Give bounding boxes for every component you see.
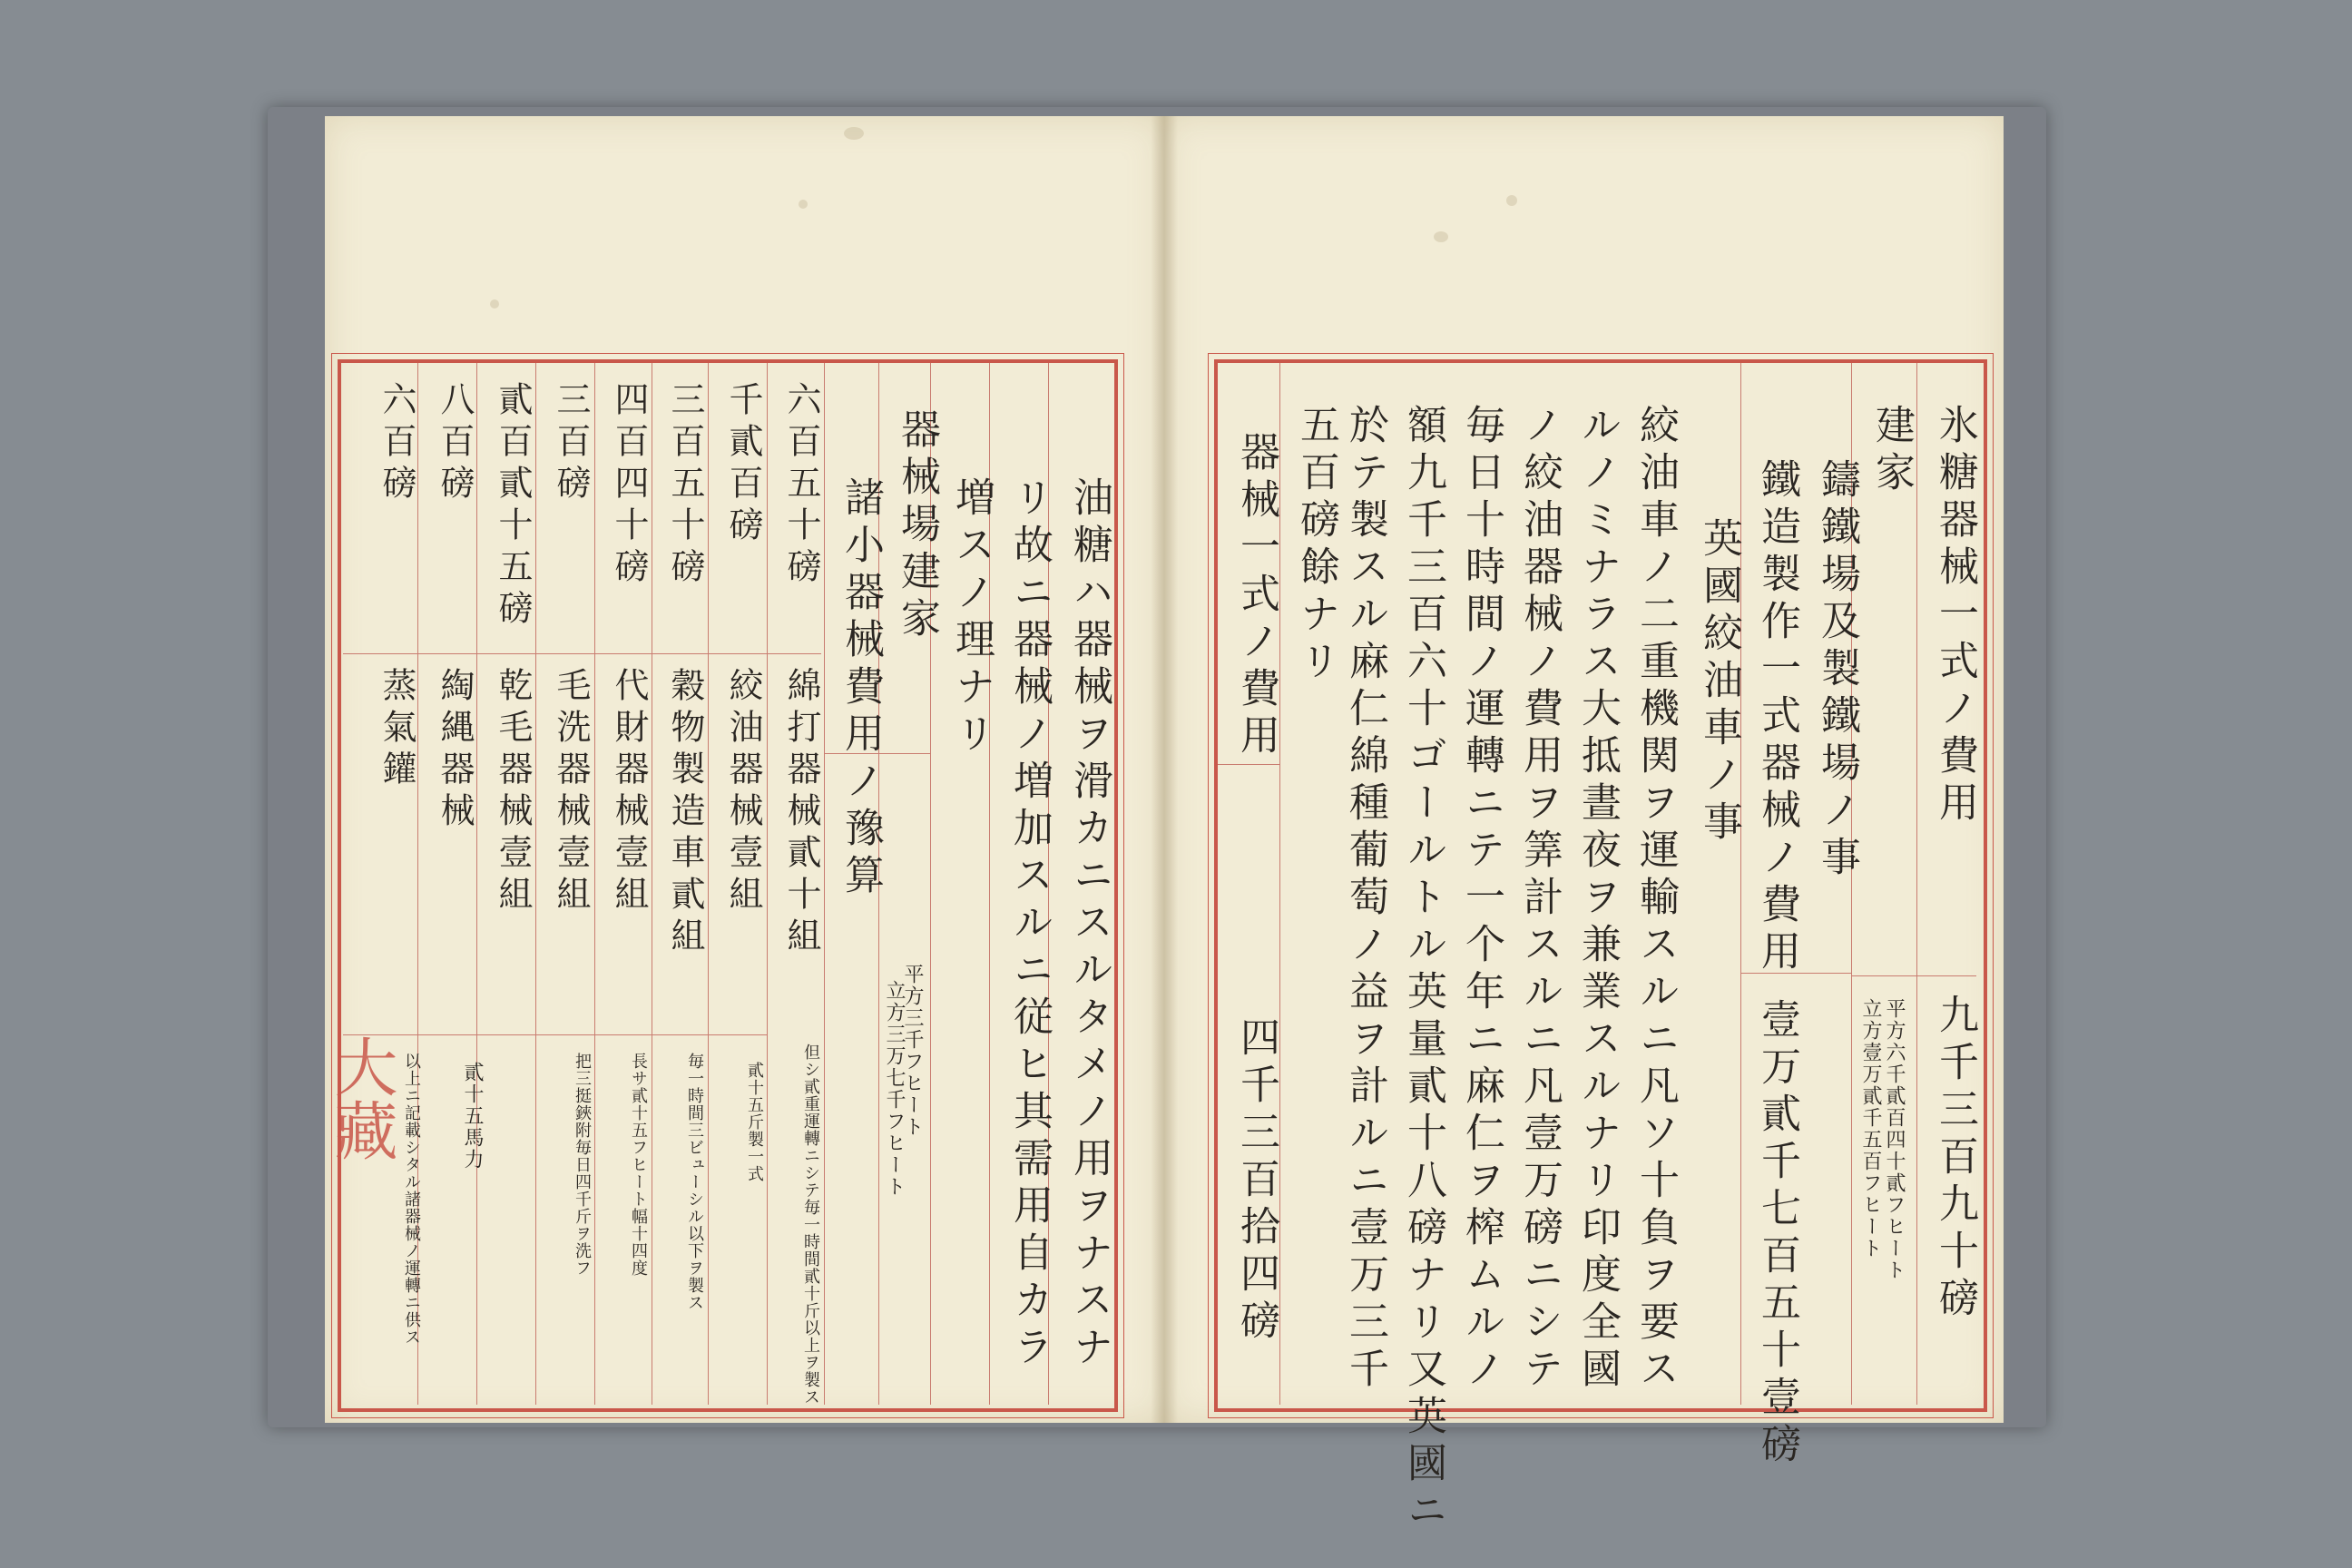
table-rule bbox=[1851, 975, 1976, 976]
intro-text-col-2: リ故ニ器械ノ増加スルニ従ヒ其需用自カラ bbox=[1006, 476, 1053, 1373]
row-item-1: 綿打器械貳十組 bbox=[781, 667, 821, 959]
intro-text-col-1: 油糖ハ器械ヲ滑カニスルタメノ用ヲナスナ bbox=[1066, 476, 1112, 1373]
row-note-2: 貳十五斤製一式 bbox=[745, 1062, 764, 1182]
paper-spot bbox=[1506, 195, 1517, 206]
column-rule bbox=[1916, 363, 1917, 1405]
right-col-5-heading: 英國絞油車ノ事 bbox=[1696, 517, 1742, 848]
table-rule bbox=[343, 653, 821, 654]
table-rule bbox=[1218, 764, 1279, 765]
right-col-3-heading: 鑄鐵場及製鐵場ノ事 bbox=[1814, 458, 1860, 883]
row-note-7: 貳十五馬力 bbox=[461, 1062, 484, 1171]
right-col-2: 建家 bbox=[1868, 404, 1915, 498]
area-note-1: 平方三千フヒート bbox=[901, 964, 924, 1138]
row-note-3: 毎一時間三ビューシル以下ヲ製ス bbox=[685, 1053, 704, 1311]
book-gutter bbox=[1151, 116, 1178, 1423]
row-item-7: 綯縄器械 bbox=[435, 667, 475, 834]
row-item-4: 代財器械壹組 bbox=[609, 667, 649, 917]
body-text-line-3: ノ絞油器械ノ費用ヲ筭計スルニ凡壹万磅ニシテ bbox=[1516, 404, 1563, 1395]
last-col: 器械一式ノ費用 bbox=[1233, 431, 1279, 761]
row-note-4: 長サ貳十五フヒート幅十四度 bbox=[629, 1053, 648, 1277]
paper-spot bbox=[844, 127, 864, 140]
body-text-line-5: 額九千三百六十ゴールトル英量貳十八磅ナリ又英國ニ bbox=[1400, 404, 1446, 1536]
row-item-2: 絞油器械壹組 bbox=[723, 667, 763, 917]
row-item-8: 蒸氣鑵 bbox=[377, 667, 416, 792]
right-col-1-amount: 九千三百九十磅 bbox=[1932, 994, 1978, 1324]
row-amount-2: 千貳百磅 bbox=[723, 381, 763, 548]
row-item-3: 穀物製造車貳組 bbox=[665, 667, 705, 959]
row-note-5: 把三挺鋏附毎日四千斤ヲ洗フ bbox=[573, 1053, 592, 1277]
row-amount-3: 三百五十磅 bbox=[665, 381, 705, 590]
list-heading: 諸小器械費用ノ豫算 bbox=[838, 476, 884, 901]
body-text-line-6: 於テ製スル麻仁綿種葡萄ノ益ヲ計ルニ壹万三千 bbox=[1342, 404, 1388, 1395]
row-amount-6: 貳百貳十五磅 bbox=[493, 381, 533, 632]
intro-text-col-3: 増スノ理ナリ bbox=[948, 476, 995, 760]
row-amount-1: 六百五十磅 bbox=[781, 381, 821, 590]
column-rule bbox=[476, 363, 477, 1405]
paper-spot bbox=[1434, 231, 1448, 242]
row-item-6: 乾毛器械壹組 bbox=[493, 667, 533, 917]
right-col-4-amount: 壹万貳千七百五十壹磅 bbox=[1754, 998, 1800, 1470]
paper-spot bbox=[799, 200, 808, 209]
body-text-line-7: 五百磅餘ナリ bbox=[1293, 404, 1339, 687]
body-text-line-4: 毎日十時間ノ運轉ニテ一个年ニ麻仁ヲ榨ムルノ bbox=[1458, 404, 1504, 1395]
row-item-5: 毛洗器械壹組 bbox=[551, 667, 591, 917]
right-col-2-note-2: 立方壹万貳千五百フヒート bbox=[1859, 998, 1882, 1259]
right-col-4: 鐵造製作一式器械ノ費用 bbox=[1754, 458, 1800, 977]
row-amount-4: 四百四十磅 bbox=[609, 381, 649, 590]
red-seal-stamp: 大藏 bbox=[324, 1034, 398, 1161]
row-amount-5: 三百磅 bbox=[551, 381, 591, 506]
body-text-line-1: 絞油車ノ二重機関ヲ運輸スルニ凡ソ十負ヲ要ス bbox=[1632, 404, 1679, 1395]
body-text-line-2: ルノミナラス大抵晝夜ヲ兼業スルナリ印度全國 bbox=[1574, 404, 1621, 1395]
row-note-1: 但シ貳重運轉ニシテ毎一時間貳十斤以上ヲ製ス bbox=[801, 1044, 820, 1406]
row-amount-7: 八百磅 bbox=[435, 381, 475, 506]
paper-spot bbox=[490, 299, 499, 309]
row-amount-8: 六百磅 bbox=[377, 381, 416, 506]
right-col-2-note-1: 平方六千貳百四十貳フヒート bbox=[1883, 998, 1906, 1281]
section-title: 器械場建家 bbox=[894, 408, 940, 644]
row-note-8: 以上ニ記載シタル諸器械ノ運轉ニ供ス bbox=[402, 1053, 421, 1346]
area-note-2: 立方三万七千フヒート bbox=[883, 980, 906, 1198]
right-col-1: 氷糖器械一式ノ費用 bbox=[1932, 404, 1978, 828]
last-amount: 四千三百拾四磅 bbox=[1233, 1016, 1279, 1347]
